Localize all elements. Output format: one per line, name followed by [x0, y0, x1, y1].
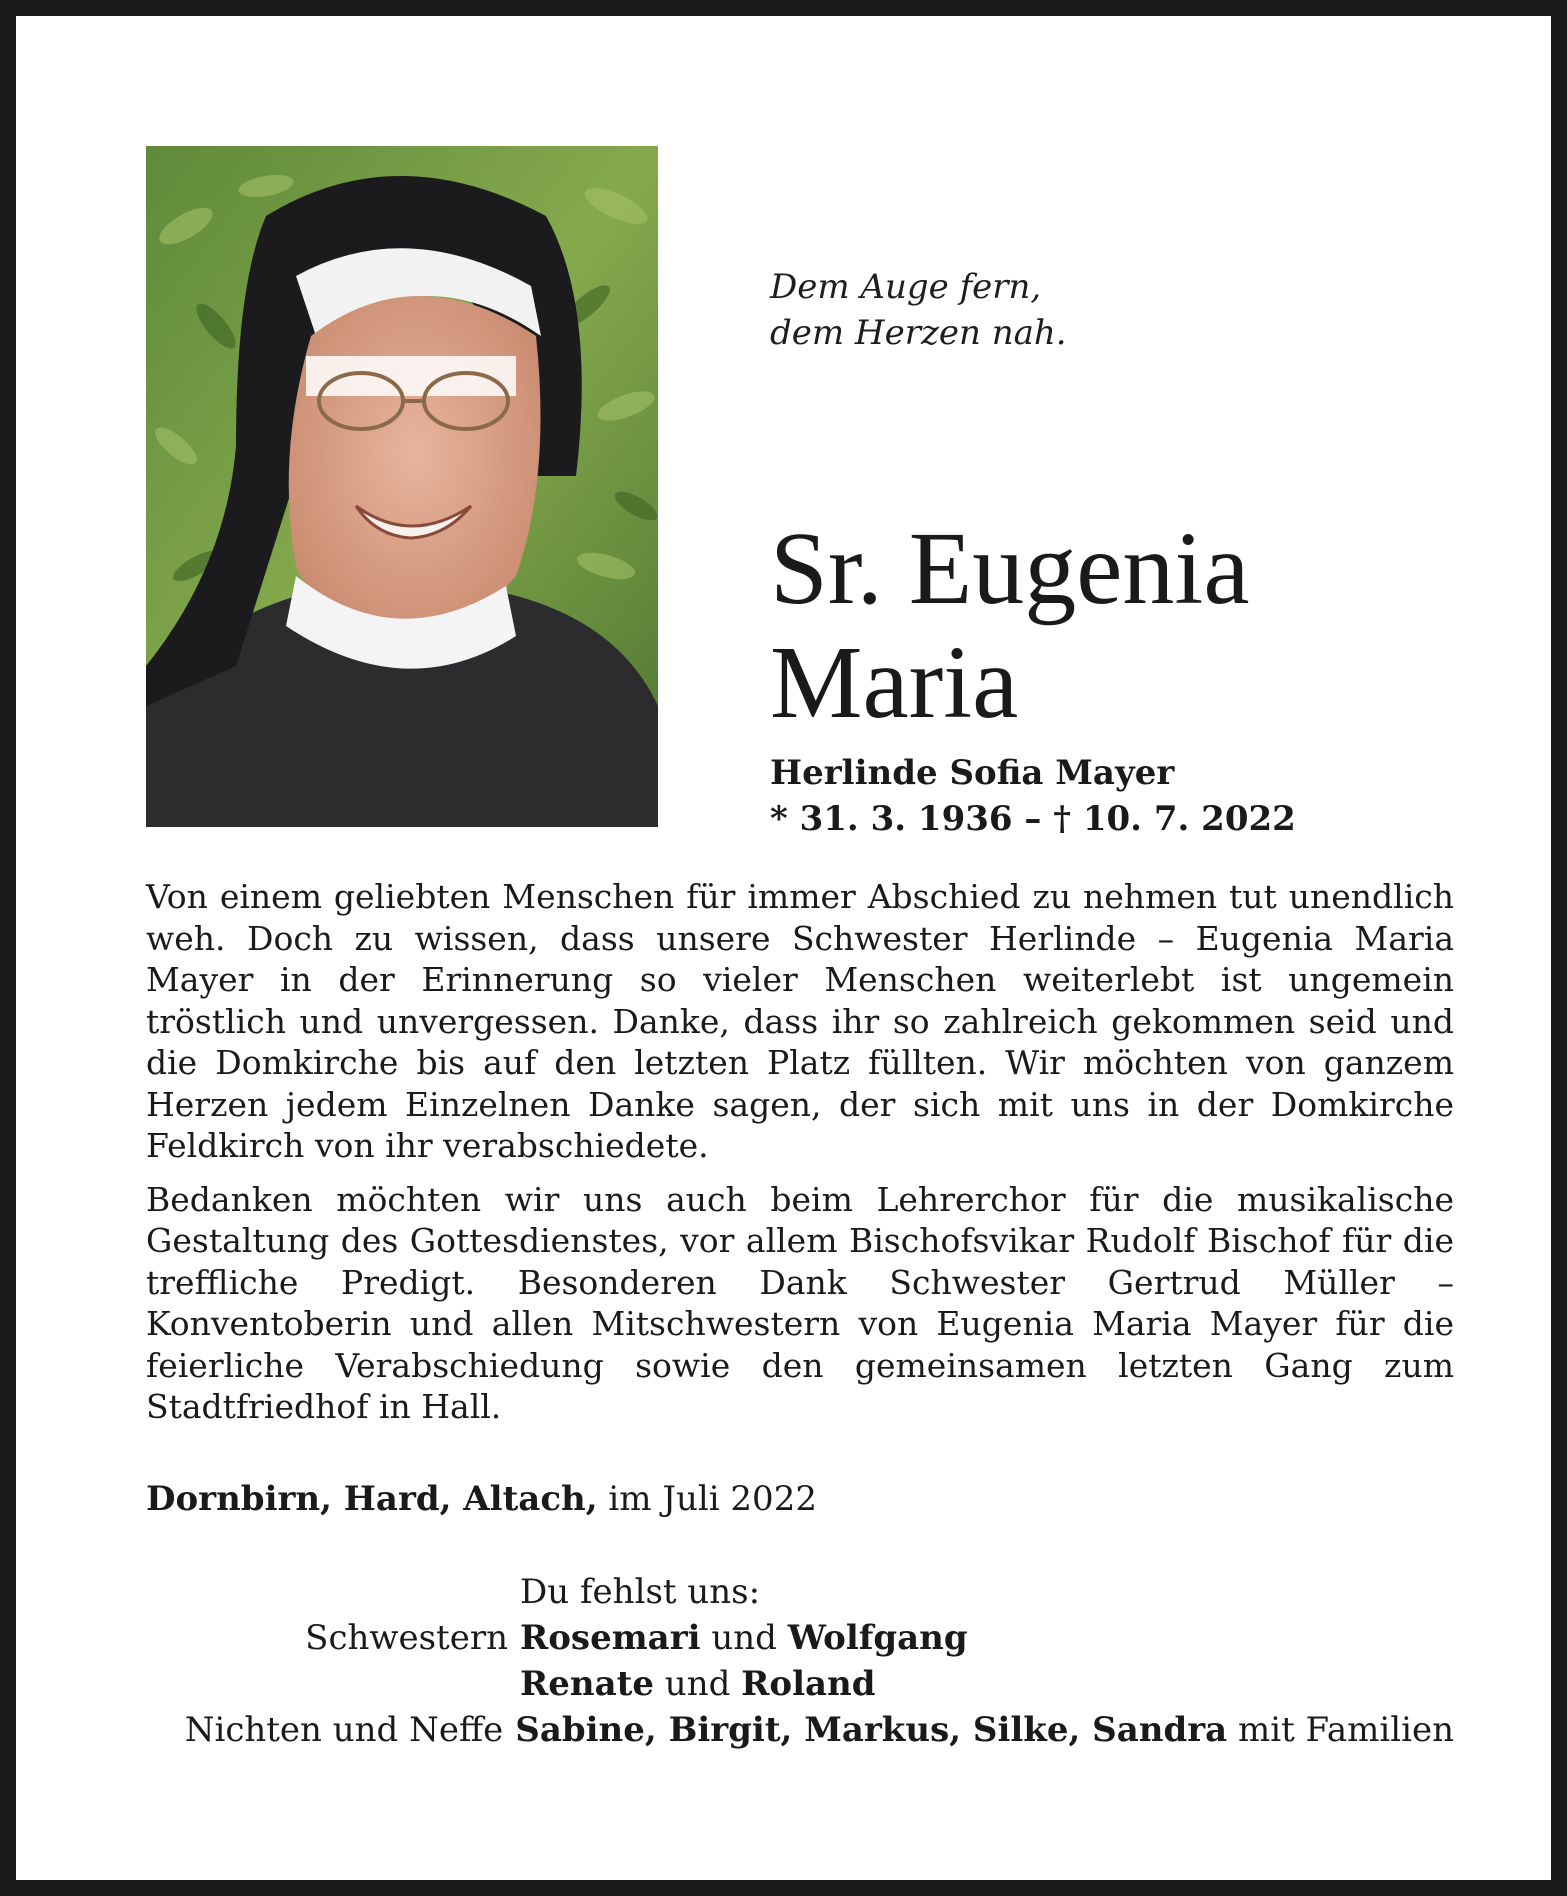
paragraph-1: Von einem geliebten Menschen für immer Abschied zu nehmen tut unendlich weh. Doch zu wissen, dass unsere Schwester Herlinde – Eugenia Maria Mayer in der Erinnerung so vieler Menschen weiterlebt ist ungemein tröstlich und unvergessen. Danke, dass ihr so zahlreich gekommen seid und die Domkirche bis auf den letzten Platz füllten. Wir möchten von ganzem Herzen jedem Einzelnen Danke sagen, der sich mit uns in der Domkirche Feldkirch von ihr verabschiedete. [146, 877, 1454, 1165]
family-name: Roland [741, 1664, 876, 1704]
places: Dornbirn, Hard, Altach, [146, 1479, 598, 1519]
life-dates: * 31. 3. 1936 – † 10. 7. 2022 [770, 799, 1296, 839]
portrait-photo-icon [146, 146, 658, 827]
birth-name: Herlinde Sofia Mayer [770, 753, 1175, 793]
connector: und [711, 1618, 777, 1658]
motto [770, 264, 1067, 356]
family-names: Sabine, Birgit, Markus, Silke, Sandra [515, 1710, 1228, 1750]
signoff-intro-row [146, 1569, 1454, 1615]
obituary-text [146, 876, 1454, 1440]
signoff-row [146, 1661, 1454, 1707]
portrait-photo [146, 146, 658, 827]
signoff [146, 1569, 1454, 1753]
deceased-name-line-2: Maria [770, 625, 1019, 740]
family-name: Rosemari [520, 1618, 701, 1658]
relation-label: Schwestern [305, 1618, 508, 1658]
family-name: Renate [520, 1664, 654, 1704]
family-name: Wolfgang [787, 1618, 968, 1658]
suffix: mit Familien [1237, 1710, 1454, 1750]
deceased-name-line-1: Sr. Eugenia [770, 511, 1250, 626]
relation-label: Nichten und Neffe [184, 1710, 504, 1750]
relation-label [146, 1661, 520, 1707]
connector: und [664, 1664, 731, 1704]
paragraph-2: Bedanken möchten wir uns auch beim Lehrerchor für die musikalische Gestaltung des Gottesdienstes, vor allem Bischofsvikar Rudolf Bischof für die treffliche Predigt. Besonderen Dank Schwester Gertrud Müller – Konventoberin und allen Mitschwestern von Eugenia Maria Mayer für die feierliche Verabschiedung sowie den gemeinsamen letzten Gang zum Stadtfriedhof in Hall. [146, 1179, 1454, 1426]
motto-line-2: dem Herzen nah. [770, 313, 1067, 353]
place-date-line [146, 1476, 817, 1522]
signoff-intro: Du fehlst uns: [520, 1572, 761, 1612]
date: im Juli 2022 [608, 1479, 817, 1519]
signoff-row [146, 1707, 1454, 1753]
signoff-row [146, 1615, 1454, 1661]
deceased-name [770, 512, 1249, 740]
birth-info [770, 750, 1296, 842]
motto-line-1: Dem Auge fern, [770, 267, 1042, 307]
